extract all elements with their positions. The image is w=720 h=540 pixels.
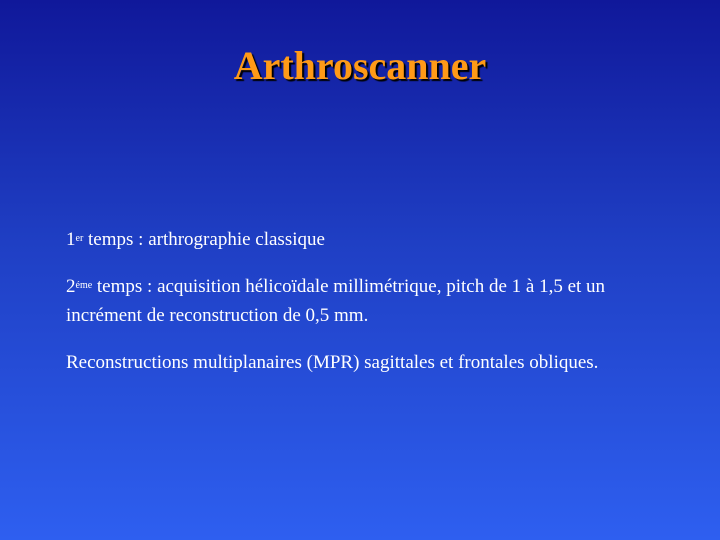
slide-title: Arthroscanner	[233, 43, 487, 88]
paragraph-second-step	[66, 272, 676, 330]
slide-body	[66, 225, 676, 395]
paragraph-text: Reconstructions multiplanaires (MPR) sagittales et frontales obliques.	[66, 352, 599, 373]
paragraph-text: temps : arthrographie classique	[83, 229, 325, 250]
paragraph-reconstructions	[66, 348, 676, 377]
step-number: 1	[66, 229, 76, 250]
step-number: 2	[66, 276, 76, 297]
step-superscript: er	[75, 233, 84, 244]
step-superscript: éme	[75, 280, 93, 291]
paragraph-text: temps : acquisition hélicoïdale millimétrique, pitch de 1 à 1,5 et un incrément de reconstruction de 0,5 mm.	[66, 276, 606, 326]
paragraph-first-step	[66, 225, 676, 254]
